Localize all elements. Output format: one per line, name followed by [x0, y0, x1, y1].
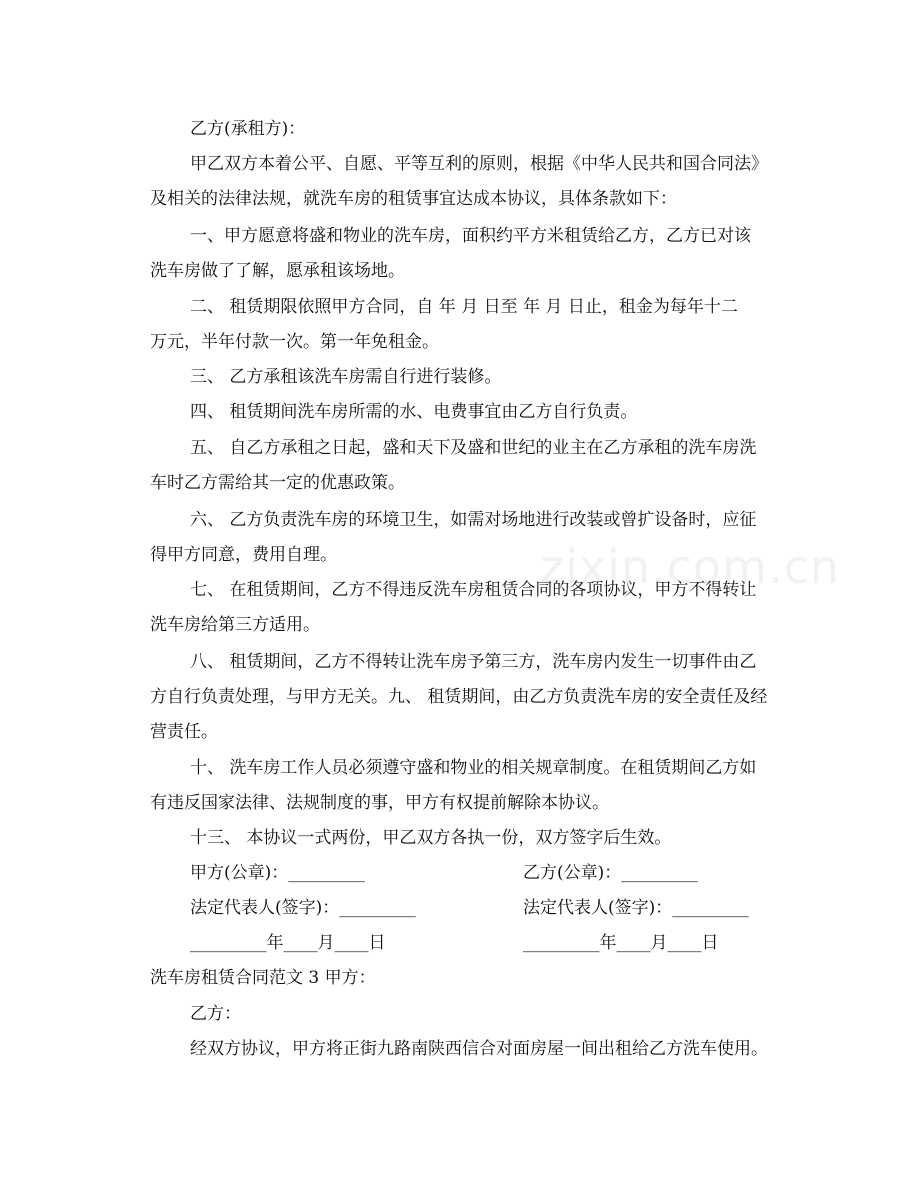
clause-7-line-1: 七、 在租赁期间，乙方不得违反洗车房租赁合同的各项协议，甲方不得转让 — [190, 580, 757, 600]
party-a-seal: 甲方(公章)：_________ — [190, 863, 365, 883]
party-a-legal-rep-signature: 法定代表人(签字)：_________ — [190, 898, 416, 918]
clause-3: 三、 乙方承租该洗车房需自行进行装修。 — [190, 367, 502, 387]
clause-4: 四、 租赁期间洗车房所需的水、电费事宜由乙方自行负责。 — [190, 402, 638, 422]
clause-2-line-2: 万元，半年付款一次。第一年免租金。 — [150, 332, 439, 352]
intro-paragraph-line-2: 及相关的法律法规，就洗车房的租赁事宜达成本协议，具体条款如下： — [150, 189, 677, 209]
clause-6-line-2: 得甲方同意，费用自理。 — [150, 545, 337, 565]
clause-8-line-3: 营责任。 — [150, 722, 218, 742]
clause-7-line-2: 洗车房给第三方适用。 — [150, 615, 320, 635]
clause-1-line-2: 洗车房做了了解，愿承租该场地。 — [150, 261, 405, 281]
clause-1-line-1: 一、甲方愿意将盛和物业的洗车房，面积约平方米租赁给乙方，乙方已对该 — [190, 226, 751, 246]
clause-8-line-1: 八、 租赁期间，乙方不得转让洗车房予第三方，洗车房内发生一切事件由乙 — [190, 652, 757, 672]
clause-6-line-1: 六、 乙方负责洗车房的环境卫生，如需对场地进行改装或曾扩设备时，应征 — [190, 510, 757, 530]
watermark: zixin.com.cn — [540, 540, 841, 594]
clause-10-line-2: 有违反国家法律、法规制度的事，甲方有权提前解除本协议。 — [150, 793, 609, 813]
sample-3-body: 经双方协议，甲方将正街九路南陕西信合对面房屋一间出租给乙方洗车使用。 — [190, 1039, 768, 1059]
clause-10-line-1: 十、 洗车房工作人员必须遵守盛和物业的相关规章制度。在租赁期间乙方如 — [190, 758, 757, 778]
sample-3-party-b: 乙方： — [190, 1004, 241, 1024]
clause-5-line-2: 车时乙方需给其一定的优惠政策。 — [150, 473, 405, 493]
intro-paragraph-line-1: 甲乙双方本着公平、自愿、平等互利的原则，根据《中华人民共和国合同法》 — [190, 154, 768, 174]
clause-13: 十三、 本协议一式两份，甲乙双方各执一份，双方签字后生效。 — [190, 828, 672, 848]
clause-2-line-1: 二、 租赁期限依照甲方合同，自 年 月 日至 年 月 日止，租金为每年十二 — [190, 297, 738, 317]
party-b-lessee-label: 乙方(承租方)： — [190, 119, 306, 139]
party-b-legal-rep-signature: 法定代表人(签字)：_________ — [523, 898, 749, 918]
party-b-seal: 乙方(公章)：_________ — [523, 863, 698, 883]
party-a-date: _________年____月____日 — [190, 933, 386, 953]
sample-3-heading: 洗车房租赁合同范文 3 甲方： — [150, 968, 376, 988]
party-b-date: _________年____月____日 — [523, 933, 719, 953]
clause-8-line-2: 方自行负责处理，与甲方无关。九、 租赁期间，由乙方负责洗车房的安全责任及经 — [150, 687, 768, 707]
clause-5-line-1: 五、 自乙方承租之日起，盛和天下及盛和世纪的业主在乙方承租的洗车房洗 — [190, 438, 757, 458]
